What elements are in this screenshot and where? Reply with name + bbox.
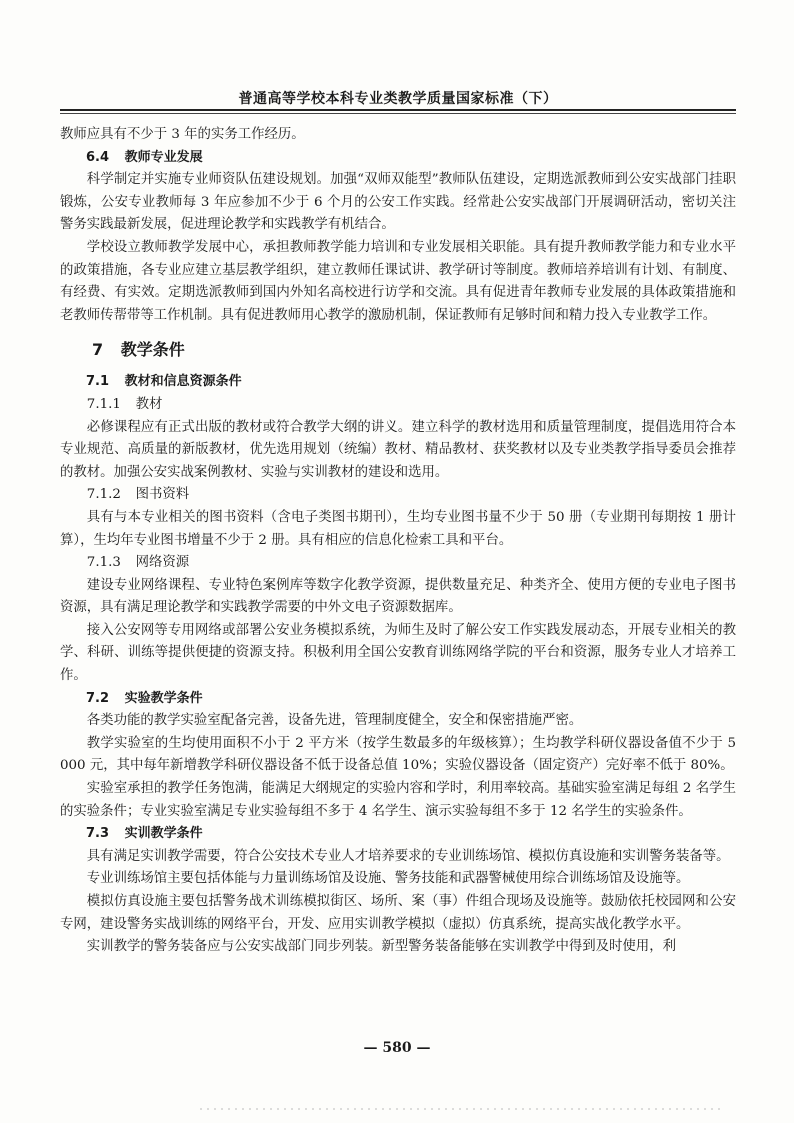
heading-7-1-2 [60, 484, 736, 507]
subsection-number: 7.1.1 [86, 396, 121, 412]
scan-artifact [200, 1108, 720, 1110]
paragraph: 具有与本专业相关的图书资料（含电子类图书期刊），生均专业图书量不少于 50 册（专业期刊每期按 1 册计算），生均年专业图书增量不少于 2 册。具有相应的信息化检索工具和平台。 [60, 509, 736, 548]
heading-7-3 [60, 823, 736, 846]
subsection-title: 图书资料 [135, 487, 190, 503]
paragraph: 接入公安网等专用网络或部署公安业务模拟系统，为师生及时了解公安工作实践发展动态，开展专业相关的教学、科研、训练等提供便捷的资源支持。积极利用全国公安教育训练网络学院的平台和资源，服务专业人才培养工作。 [60, 622, 736, 684]
subsection-number: 7.1.2 [86, 487, 121, 503]
running-header: 普通高等学校本科专业类教学质量国家标准（下） [238, 91, 558, 107]
header-rule-secondary [60, 113, 736, 114]
heading-7-2 [60, 688, 736, 711]
subsection-number: 7.1.3 [86, 555, 121, 571]
paragraph: 实验室承担的教学任务饱满，能满足大纲规定的实验内容和学时，利用率较高。基础实验室满足每组 2 名学生的实验条件；专业实验室满足专业实验每组不多于 4 名学生、演示实验每组不多于 12 名学生的实验条件。 [60, 781, 736, 819]
chapter-title: 教学条件 [120, 340, 185, 360]
heading-7-1-1 [60, 394, 736, 417]
paragraph: 模拟仿真设施主要包括警务战术训练模拟街区、场所、案（事）件组合现场及设施等。鼓励依托校园网和公安专网，建设警务实战训练的网络平台，开发、应用实训教学模拟（虚拟）仿真系统，提高实战化教学水平。 [60, 894, 736, 932]
section-number: 6.4 [86, 149, 110, 165]
section-title: 实验教学条件 [124, 690, 203, 706]
subsection-title: 网络资源 [135, 555, 190, 571]
paragraph: 专业训练场馆主要包括体能与力量训练场馆及设施、警务技能和武器警械使用综合训练场馆及设施等。 [86, 871, 690, 887]
chapter-number: 7 [92, 340, 104, 360]
paragraph-intro: 教师应具有不少于 3 年的实务工作经历。 [60, 127, 305, 142]
paragraph: 科学制定并实施专业师资队伍建设规划。加强“双师双能型”教师队伍建设，定期选派教师到公安实战部门挂职锻炼，公安专业教师每 3 年应参加不少于 6 个月的公安工作实践。经常赴公安实战部门开展调研活动，密切关注警务实践最新发展，促进理论教学和实践教学有机结合。 [60, 172, 736, 233]
heading-7-1 [60, 371, 736, 394]
subsection-title: 教材 [135, 396, 163, 412]
page-number: — 580 — [363, 1040, 431, 1056]
heading-6-4 [60, 147, 736, 170]
section-number: 7.2 [86, 690, 110, 706]
paragraph: 各类功能的教学实验室配备完善，设备先进，管理制度健全，安全和保密措施严密。 [86, 713, 583, 729]
section-title: 教师专业发展 [124, 149, 203, 165]
paragraph: 必修课程应有正式出版的教材或符合教学大纲的讲义。建立科学的教材选用和质量管理制度，提倡选用符合本专业规范、高质量的新版教材，优先选用规划（统编）教材、精品教材、获奖教材以及专业类教学指导委员会推荐的教材。加强公安实战案例教材、实验与实训教材的建设和选用。 [60, 419, 736, 480]
section-number: 7.3 [86, 826, 110, 842]
page-content [60, 124, 736, 959]
section-number: 7.1 [86, 374, 110, 390]
header-rule [60, 109, 736, 111]
heading-7-1-3 [60, 552, 736, 575]
section-title: 实训教学条件 [124, 826, 203, 842]
paragraph: 具有满足实训教学需要，符合公安技术专业人才培养要求的专业训练场馆、模拟仿真设施和实训警务装备等。 [86, 848, 730, 864]
paragraph: 建设专业网络课程、专业特色案例库等数字化教学资源，提供数量充足、种类齐全、使用方便的专业电子图书资源，具有满足理论教学和实践教学需要的中外文电子资源数据库。 [60, 577, 736, 616]
section-title: 教材和信息资源条件 [124, 374, 242, 390]
paragraph: 实训教学的警务装备应与公安实战部门同步列装。新型警务装备能够在实训教学中得到及时使用，利 [86, 939, 676, 955]
paragraph: 学校设立教师教学发展中心，承担教师教学能力培训和专业发展相关职能。具有提升教师教学能力和专业水平的政策措施，各专业应建立基层教学组织，建立教师任课试讲、教学研讨等制度。教师培养培训有计划、有制度、有经费、有实效。定期选派教师到国内外知名高校进行访学和交流。具有促进青年教师专业发展的具体政策措施和老教师传帮带等工作机制。具有促进教师用心教学的激励机制，保证教师有足够时间和精力投入专业教学工作。 [60, 239, 736, 323]
paragraph: 教学实验室的生均使用面积不小于 2 平方米（按学生数最多的年级核算）；生均教学科研仪器设备值不少于 5 000 元，其中每年新增教学科研仪器设备不低于设备总值 10%；实验仪器设备（固定资产）完好率不低于 80%。 [60, 735, 736, 774]
heading-7 [60, 335, 736, 365]
